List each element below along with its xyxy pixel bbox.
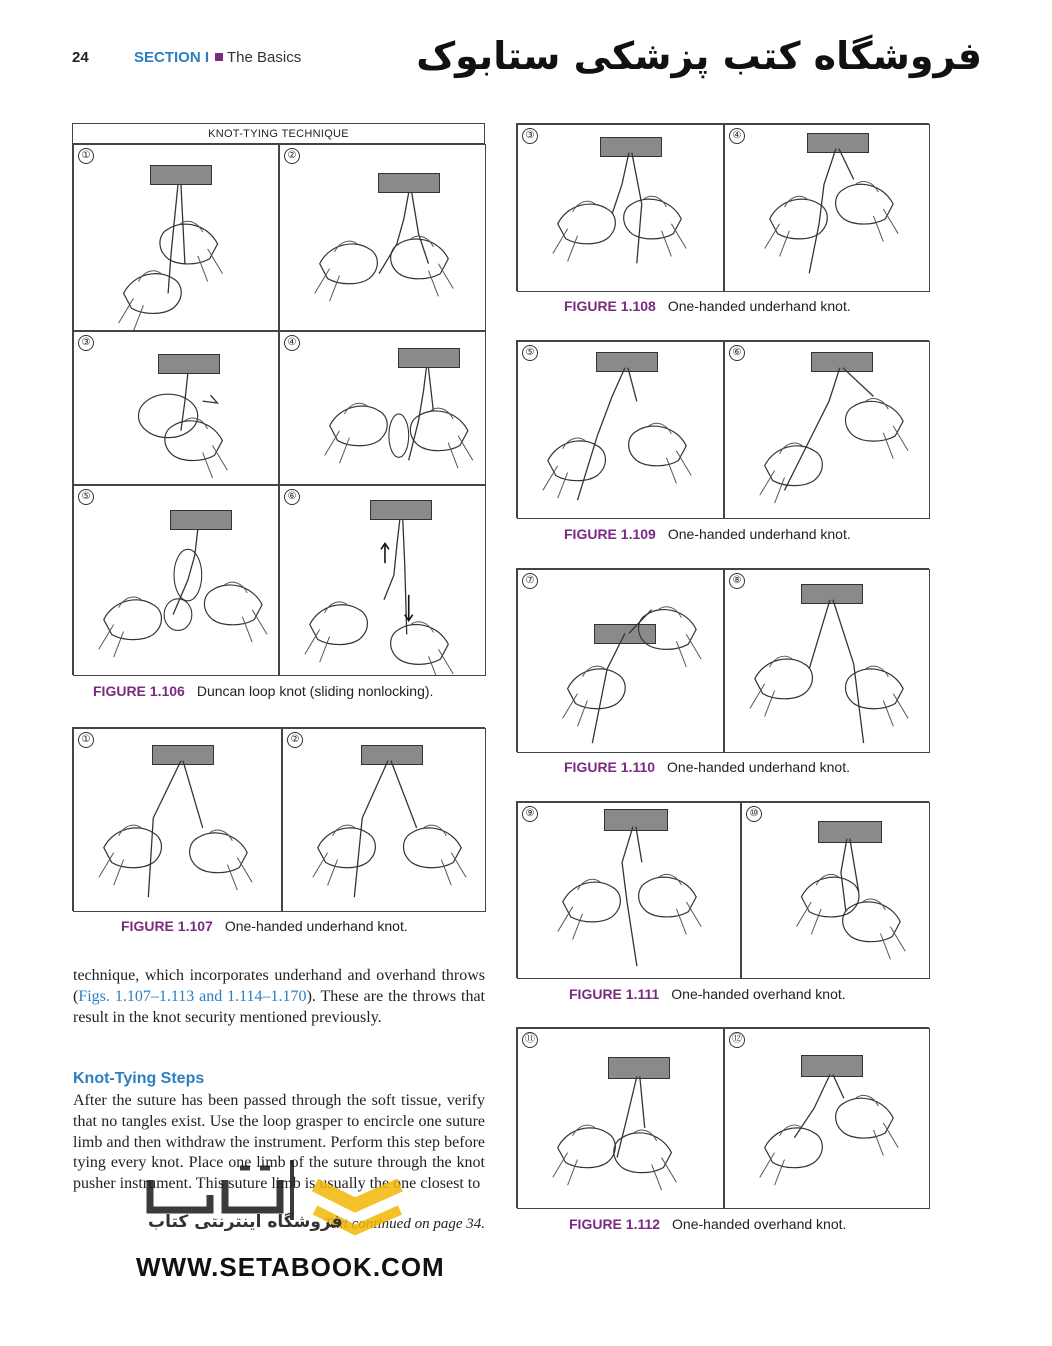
figure-panel	[724, 341, 930, 519]
section-label: SECTION I	[134, 49, 210, 66]
paragraph-text: ). These are the throws that result in the knot security mentioned previously.	[73, 987, 485, 1026]
figure-caption	[564, 298, 851, 314]
body-paragraph	[73, 966, 485, 1028]
figure-caption	[564, 759, 850, 775]
store-title: فروشگاه کتب پزشکی ستابوک	[416, 34, 982, 78]
paragraph-text: technique, which incorporates underhand and overhand throws (	[73, 967, 485, 1005]
panel-number: ④	[284, 335, 300, 351]
figure-label: FIGURE 1.109	[564, 526, 656, 542]
knot-illustration	[74, 486, 278, 675]
panel-number: ①	[78, 732, 94, 748]
figure-panel	[517, 802, 741, 979]
knot-illustration	[283, 729, 485, 911]
knot-illustration	[280, 332, 485, 484]
figure-panel	[517, 1028, 724, 1209]
knot-illustration	[725, 342, 929, 518]
figure-caption-text: Duncan loop knot (sliding nonlocking).	[196, 683, 434, 699]
figure-1-108	[516, 123, 929, 291]
figure-caption	[93, 683, 433, 699]
figure-panel	[282, 728, 486, 912]
panel-number: ④	[729, 128, 745, 144]
panel-number: ⑥	[284, 489, 300, 505]
panel-number: ③	[522, 128, 538, 144]
figure-label: FIGURE 1.106	[93, 683, 185, 699]
figure-panel	[279, 485, 486, 676]
figure-label: FIGURE 1.111	[569, 986, 660, 1002]
panel-number: ①	[78, 148, 94, 164]
figure-1-107	[72, 727, 485, 911]
section-heading	[134, 49, 301, 66]
figure-label: FIGURE 1.108	[564, 298, 656, 314]
panel-number: ⑤	[522, 345, 538, 361]
panel-number: ②	[284, 148, 300, 164]
figure-caption	[121, 918, 408, 934]
figure-caption-text: One-handed underhand knot.	[667, 298, 851, 314]
figure-caption-text: One-handed underhand knot.	[224, 918, 408, 934]
figure-caption	[564, 526, 851, 542]
page-number: 24	[72, 49, 89, 66]
knot-illustration	[518, 342, 723, 518]
figure-1-111	[516, 801, 929, 978]
knot-illustration	[74, 729, 281, 911]
panel-number: ②	[287, 732, 303, 748]
knot-illustration	[280, 486, 485, 675]
knot-illustration	[74, 332, 278, 484]
figure-panel	[279, 331, 486, 485]
panel-number: ⑥	[729, 345, 745, 361]
figure-panel	[724, 1028, 930, 1209]
knot-illustration	[518, 570, 723, 752]
knot-illustration	[280, 145, 485, 330]
figure-header: KNOT-TYING TECHNIQUE	[73, 124, 484, 144]
section-title: The Basics	[227, 49, 302, 66]
knot-illustration	[74, 145, 278, 330]
panel-number: ⑤	[78, 489, 94, 505]
panel-number: ③	[78, 335, 94, 351]
knot-illustration	[725, 570, 929, 752]
panel-number: ⑨	[522, 806, 538, 822]
figure-panel	[741, 802, 930, 979]
section-subheading: Knot-Tying Steps	[73, 1070, 205, 1087]
figure-panel	[517, 124, 724, 292]
figure-1-106	[72, 123, 485, 675]
figure-caption	[569, 986, 846, 1002]
figure-panel	[517, 569, 724, 753]
panel-number: ⑪	[522, 1032, 538, 1048]
figure-panel	[724, 569, 930, 753]
continued-note: Text continued on page 34.	[323, 1216, 485, 1232]
figure-caption-text: One-handed overhand knot.	[672, 1216, 847, 1232]
figure-panel	[73, 728, 282, 912]
knot-illustration	[518, 125, 723, 291]
figure-panel	[724, 124, 930, 292]
knot-illustration	[742, 803, 929, 978]
figure-panel	[73, 331, 279, 485]
panel-number: ⑩	[746, 806, 762, 822]
figure-1-112	[516, 1027, 929, 1208]
knot-illustration	[725, 1029, 929, 1208]
figure-panel	[73, 485, 279, 676]
knot-illustration	[518, 803, 740, 978]
figure-label: FIGURE 1.107	[121, 918, 213, 934]
section-square-icon	[215, 53, 223, 61]
figure-caption-text: One-handed overhand knot.	[671, 986, 846, 1002]
panel-number: ⑦	[522, 573, 538, 589]
figure-caption-text: One-handed underhand knot.	[667, 759, 850, 775]
knot-illustration	[725, 125, 929, 291]
figure-1-109	[516, 340, 929, 518]
knot-illustration	[518, 1029, 723, 1208]
figure-reference-link[interactable]: Figs. 1.107–1.113 and 1.114–1.170	[78, 987, 307, 1005]
body-paragraph: After the suture has been passed through the soft tissue, verify that no tangles exist. Use the loop grasper to encircle one suture limb and then withdraw the instrument. Perform this step before tying every knot. Place one limb of the suture through the knot pusher instrument. This suture limb is usually the one closest to	[73, 1092, 485, 1193]
figure-label: FIGURE 1.110	[564, 759, 656, 775]
store-tagline: فروشگاه اینترنتی کتاب	[148, 1212, 343, 1232]
figure-panel	[517, 341, 724, 519]
figure-1-110	[516, 568, 929, 752]
site-url[interactable]: WWW.SETABOOK.COM	[136, 1252, 445, 1282]
figure-panel	[279, 144, 486, 331]
figure-caption	[569, 1216, 846, 1232]
figure-label: FIGURE 1.112	[569, 1216, 661, 1232]
figure-caption-text: One-handed underhand knot.	[667, 526, 851, 542]
panel-number: ⑫	[729, 1032, 745, 1048]
panel-number: ⑧	[729, 573, 745, 589]
figure-panel	[73, 144, 279, 331]
